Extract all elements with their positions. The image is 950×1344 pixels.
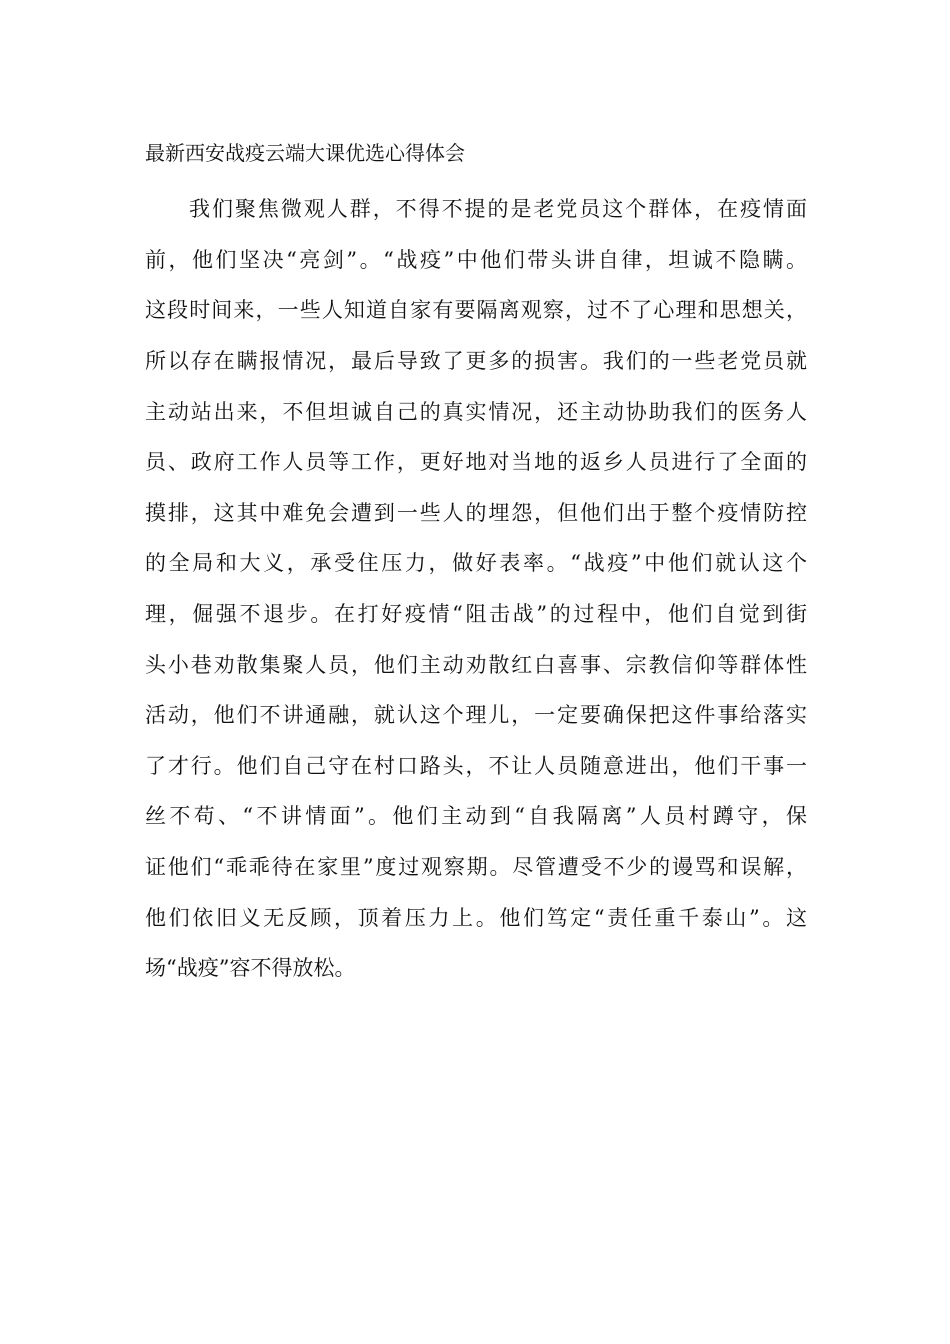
- paragraph-line: [145, 588, 807, 639]
- paragraph-line: [145, 385, 807, 436]
- document-title: 最新西安战疫云端大课优选心得体会: [145, 141, 465, 165]
- line-text: 主动站出来，不但坦诚自己的真实情况，还主动协助我们的医务人: [145, 399, 807, 424]
- line-text: 丝不苟、“不讲情面”。他们主动到“自我隔离”人员村蹲守，保: [145, 804, 807, 829]
- paragraph-line: [145, 841, 807, 892]
- line-text: 理，倔强不退步。在打好疫情“阻击战”的过程中，他们自觉到街: [145, 602, 807, 627]
- paragraph-line: [145, 436, 807, 487]
- line-text: 我们聚焦微观人群，不得不提的是老党员这个群体，在疫情面: [189, 197, 807, 222]
- paragraph-line: [145, 284, 807, 335]
- paragraph-line: [145, 234, 807, 285]
- line-text: 这段时间来，一些人知道自家有要隔离观察，过不了心理和思想关，: [145, 298, 807, 323]
- document-body: [145, 183, 807, 993]
- line-text: 证他们“乖乖待在家里”度过观察期。尽管遭受不少的谩骂和误解，: [145, 855, 807, 880]
- paragraph-line: [145, 689, 807, 740]
- line-text: 所以存在瞒报情况，最后导致了更多的损害。我们的一些老党员就: [145, 349, 807, 374]
- line-text: 前，他们坚决“亮剑”。“战疫”中他们带头讲自律，坦诚不隐瞒。: [145, 247, 807, 272]
- paragraph-line: [145, 891, 807, 942]
- line-text: 员、政府工作人员等工作，更好地对当地的返乡人员进行了全面的: [145, 450, 807, 475]
- line-text: 摸排，这其中难免会遭到一些人的埋怨，但他们出于整个疫情防控: [145, 500, 807, 525]
- paragraph-line: [145, 638, 807, 689]
- line-text: 了才行。他们自己守在村口路头，不让人员随意进出，他们干事一: [145, 753, 807, 778]
- paragraph-line: [145, 183, 807, 234]
- paragraph-line: [145, 335, 807, 386]
- paragraph-line: [145, 487, 807, 538]
- paragraph-line: [145, 537, 807, 588]
- line-text: 头小巷劝散集聚人员，他们主动劝散红白喜事、宗教信仰等群体性: [145, 652, 807, 677]
- paragraph-line: [145, 790, 807, 841]
- paragraph-line-last: [145, 942, 807, 993]
- line-text: 活动，他们不讲通融，就认这个理儿，一定要确保把这件事给落实: [145, 703, 807, 728]
- line-text: 他们依旧义无反顾，顶着压力上。他们笃定“责任重千泰山”。这: [145, 905, 807, 930]
- line-text: 的全局和大义，承受住压力，做好表率。“战疫”中他们就认这个: [145, 551, 807, 576]
- paragraph-line: [145, 740, 807, 791]
- line-text: 场“战疫”容不得放松。: [145, 956, 356, 981]
